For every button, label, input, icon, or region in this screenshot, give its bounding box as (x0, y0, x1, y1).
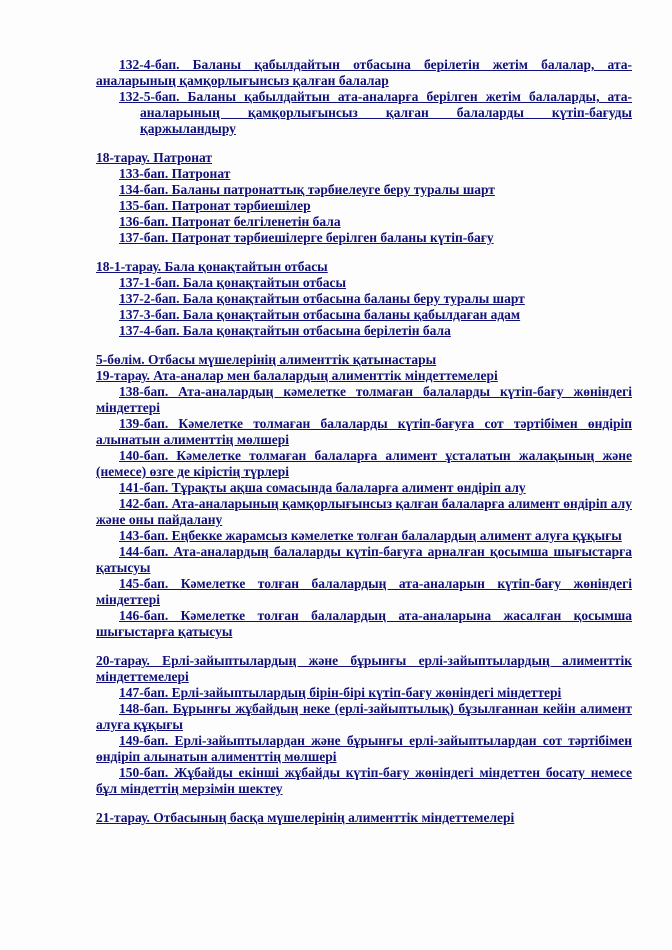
toc-chapter-link[interactable]: 18-тарау. Патронат (96, 150, 213, 165)
table-of-contents (96, 57, 632, 826)
toc-article-link[interactable]: 137-2-бап. Бала қонақтайтын отбасына баланы беру туралы шарт (119, 291, 525, 306)
toc-article-link[interactable]: 137-1-бап. Бала қонақтайтын отбасы (119, 275, 347, 290)
toc-article-link[interactable]: 149-бап. Ерлі-зайыптылардан және бұрынғы ерлі-зайыптылардан сот тәртібімен өндіріп алынатын алименттің мөлшері (96, 733, 632, 764)
toc-chapter-link[interactable]: 19-тарау. Ата-аналар мен балалардың алименттік міндеттемелері (96, 368, 498, 383)
toc-block (96, 352, 632, 640)
toc-block (96, 57, 632, 137)
toc-block (96, 259, 632, 339)
toc-article-link[interactable]: 150-бап. Жұбайды екінші жұбайды күтіп-бағу жөніндегі міндеттен босату немесе бұл міндеттің мерзімін шектеу (96, 765, 632, 796)
toc-article-link[interactable]: 136-бап. Патронат белгіленетін бала (119, 214, 341, 229)
toc-article-link[interactable]: 133-бап. Патронат (119, 166, 231, 181)
toc-article-link[interactable]: 145-бап. Кәмелетке толған балалардың ата-аналарын күтіп-бағу жөніндегі міндеттері (96, 576, 632, 607)
toc-block (96, 150, 632, 246)
toc-article-link[interactable]: 135-бап. Патронат тәрбиешілер (119, 198, 311, 213)
toc-article-link[interactable]: 139-бап. Кәмелетке толмаған балаларды күтіп-бағуға сот тәртібімен өндіріп алынатын алименттің мөлшері (96, 416, 632, 447)
toc-chapter-link[interactable]: 20-тарау. Ерлі-зайыптылардың және бұрынғы ерлі-зайыптылардың алименттік міндеттемелері (96, 653, 632, 684)
toc-article-link[interactable]: 137-4-бап. Бала қонақтайтын отбасына берілетін бала (119, 323, 451, 338)
toc-article-link[interactable]: 142-бап. Ата-аналарының қамқорлығынсыз қалған балаларға алимент өндіріп алу және оны пайдалану (96, 496, 632, 527)
toc-article-link[interactable]: 146-бап. Кәмелетке толған балалардың ата-аналарына жасалған қосымша шығыстарға қатысуы (96, 608, 632, 639)
toc-chapter-link[interactable]: 21-тарау. Отбасының басқа мүшелерінің алименттік міндеттемелері (96, 810, 515, 825)
toc-article-link[interactable]: 140-бап. Кәмелетке толмаған балаларға алимент ұсталатын жалақының және (немесе) өзге де кірістің түрлері (96, 448, 632, 479)
toc-article-link[interactable]: 148-бап. Бұрынғы жұбайдың неке (ерлі-зайыптылық) бұзылғаннан кейін алимент алуға құқығы (96, 701, 632, 732)
toc-article-link[interactable]: 134-бап. Баланы патронаттық тәрбиелеуге беру туралы шарт (119, 182, 495, 197)
toc-article-link[interactable]: 137-3-бап. Бала қонақтайтын отбасына баланы қабылдаған адам (119, 307, 521, 322)
toc-article-link[interactable]: 147-бап. Ерлі-зайыптылардың бірін-бірі күтіп-бағу жөніндегі міндеттері (119, 685, 562, 700)
toc-article-link[interactable]: 137-бап. Патронат тәрбиешілерге берілген баланы күтіп-бағу (119, 230, 494, 245)
toc-chapter-link[interactable]: 5-бөлім. Отбасы мүшелерінің алименттік қатынастары (96, 352, 437, 367)
toc-article-link[interactable]: 138-бап. Ата-аналардың кәмелетке толмаған балаларды күтіп-бағу жөніндегі міндеттері (96, 384, 632, 415)
toc-block (96, 653, 632, 797)
toc-article-link[interactable]: 132-5-бап. Баланы қабылдайтын ата-аналарға берілген жетім балаларды, ата-аналарының қамқорлығынсыз қалған балаларды күтіп-бағуды қаржыландыру (119, 89, 632, 136)
toc-article-link[interactable]: 132-4-бап. Баланы қабылдайтын отбасына берілетін жетім балалар, ата-аналарының қамқорлығынсыз қалған балалар (96, 57, 632, 88)
toc-article-link[interactable]: 144-бап. Ата-аналардың балаларды күтіп-бағуға арналған қосымша шығыстарға қатысуы (96, 544, 632, 575)
toc-article-link[interactable]: 141-бап. Тұрақты ақша сомасында балаларға алимент өндіріп алу (119, 480, 526, 495)
toc-article-link[interactable]: 143-бап. Еңбекке жарамсыз кәмелетке толған балалардың алимент алуға құқығы (119, 528, 622, 543)
toc-chapter-link[interactable]: 18-1-тарау. Бала қонақтайтын отбасы (96, 259, 328, 274)
toc-block (96, 810, 632, 826)
